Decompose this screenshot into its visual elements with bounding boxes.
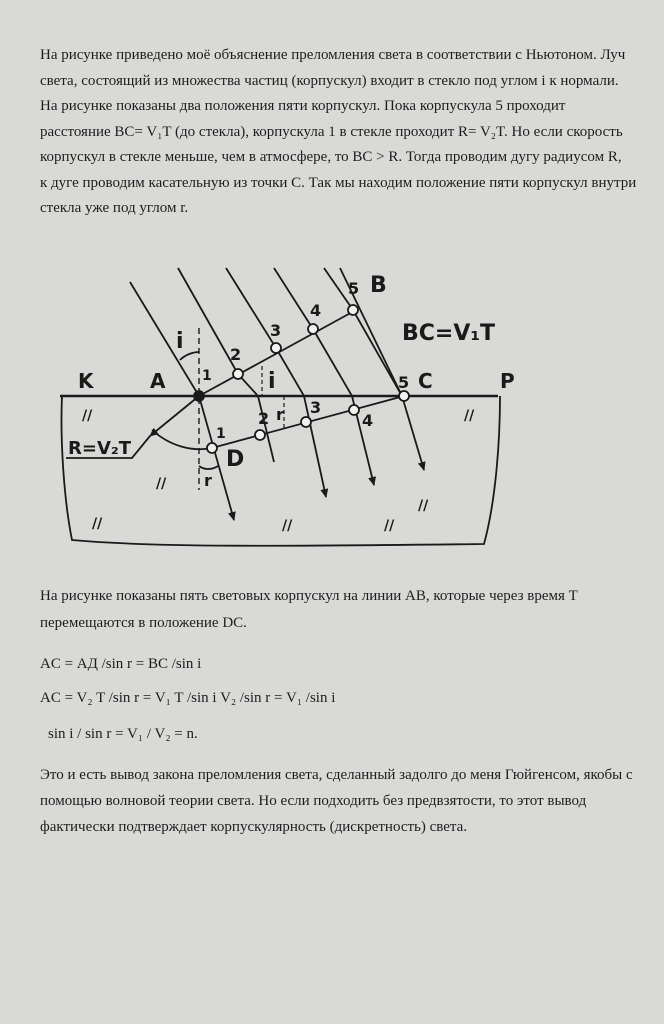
conclusion-paragraph xyxy=(40,762,664,840)
hatch-mark: // xyxy=(156,476,167,492)
label-c: C xyxy=(418,369,433,393)
transition-ray xyxy=(276,348,304,396)
label-d: D xyxy=(226,447,245,472)
intro-line: стекла уже под углом r. xyxy=(40,200,189,216)
corpuscle-lower xyxy=(349,405,359,415)
hatch-mark: // xyxy=(282,518,293,534)
conclusion-line: Это и есть вывод закона преломления света, сделанный задолго до меня Гюйгенсом, якобы с xyxy=(40,767,633,783)
corpuscle-upper xyxy=(308,324,318,334)
lower-num: 3 xyxy=(310,398,322,417)
formula-3: sin i / sin r = V₁ / V₂ = n. xyxy=(48,726,198,742)
corpuscle-lower xyxy=(255,430,265,440)
hatch-mark: // xyxy=(82,408,93,424)
incident-ray xyxy=(178,268,238,374)
intro-line: На рисунке приведено моё объяснение преломления света в соответствии с Ньютоном. Луч xyxy=(40,47,626,63)
conclusion-line: фактически подтверждает корпускулярность (дискретность) света. xyxy=(40,819,468,835)
refracted-ray xyxy=(258,396,274,462)
intro-line: корпускул в стекле меньше, чем в атмосфере, то BC > R. Тогда проводим дугу радиусом R, xyxy=(40,149,622,165)
label-r-bottom: r xyxy=(204,471,212,490)
hatch-mark: // xyxy=(92,516,103,532)
hatch-mark: // xyxy=(384,518,395,534)
upper-num: 2 xyxy=(230,345,242,364)
upper-num: 1 xyxy=(202,368,212,384)
label-r-mid: r xyxy=(276,405,284,424)
incident-ray xyxy=(226,268,276,348)
intro-line: расстояние BC= V₁T (до стекла), корпускула 1 в стекле проходит R= V₂T. Но если скорость xyxy=(40,123,623,140)
incident-ray xyxy=(274,268,313,329)
corpuscle-upper xyxy=(348,305,358,315)
formula-1: AC = АД /sin r = BC /sin i xyxy=(40,656,202,672)
corpuscle-lower xyxy=(301,417,311,427)
formula-2: AC = V₂ T /sin r = V₁ T /sin i V₂ /sin r = V₁ /sin i xyxy=(40,690,336,706)
label-p: P xyxy=(500,369,515,393)
caption-line: На рисунке показаны пять световых корпускул на линии АВ, которые через время Т xyxy=(40,588,578,604)
label-i-top: i xyxy=(176,329,184,354)
conclusion-line: помощью волновой теории света. Но если подходить без предвзятости, то этот вывод xyxy=(40,793,587,809)
intro-line: к дуге проводим касательную из точки С. Так мы находим положение пяти корпускул внутри xyxy=(40,174,637,191)
label-a: A xyxy=(150,369,166,393)
intro-line: На рисунке показаны два положения пяти корпускул. Пока корпускула 5 проходит xyxy=(40,98,566,114)
radius-arc xyxy=(152,430,212,449)
hatch-mark: // xyxy=(418,498,429,514)
corpuscle-lower xyxy=(207,443,217,453)
label-i-mid: i xyxy=(268,369,276,394)
radius-line xyxy=(150,396,199,436)
caption-paragraph xyxy=(40,583,664,637)
transition-ray xyxy=(353,310,402,396)
lower-num: 5 xyxy=(398,373,410,392)
upper-num: 4 xyxy=(310,301,322,320)
label-k: K xyxy=(78,369,94,393)
corpuscle-upper xyxy=(271,343,281,353)
corpuscle-lower xyxy=(399,391,409,401)
upper-num: 5 xyxy=(348,279,360,298)
angle-arc xyxy=(199,466,218,469)
caption-line: перемещаются в положение DC. xyxy=(40,615,247,631)
upper-num: 3 xyxy=(270,321,282,340)
label-b: B xyxy=(370,273,387,298)
corpuscle-upper xyxy=(233,369,243,379)
hatch-mark: // xyxy=(464,408,475,424)
corpuscle-upper xyxy=(194,391,204,401)
lower-num: 4 xyxy=(362,411,374,430)
lower-num: 2 xyxy=(258,409,270,428)
refracted-ray xyxy=(402,396,424,470)
label-bc-eq: BC=V₁T xyxy=(402,321,496,346)
intro-line: света, состоящий из множества частиц (корпускул) входит в стекло под углом i к нормали. xyxy=(40,72,619,89)
transition-ray xyxy=(313,329,352,396)
lower-num: 1 xyxy=(216,426,226,442)
label-r-eq: R=V₂T xyxy=(68,438,132,459)
